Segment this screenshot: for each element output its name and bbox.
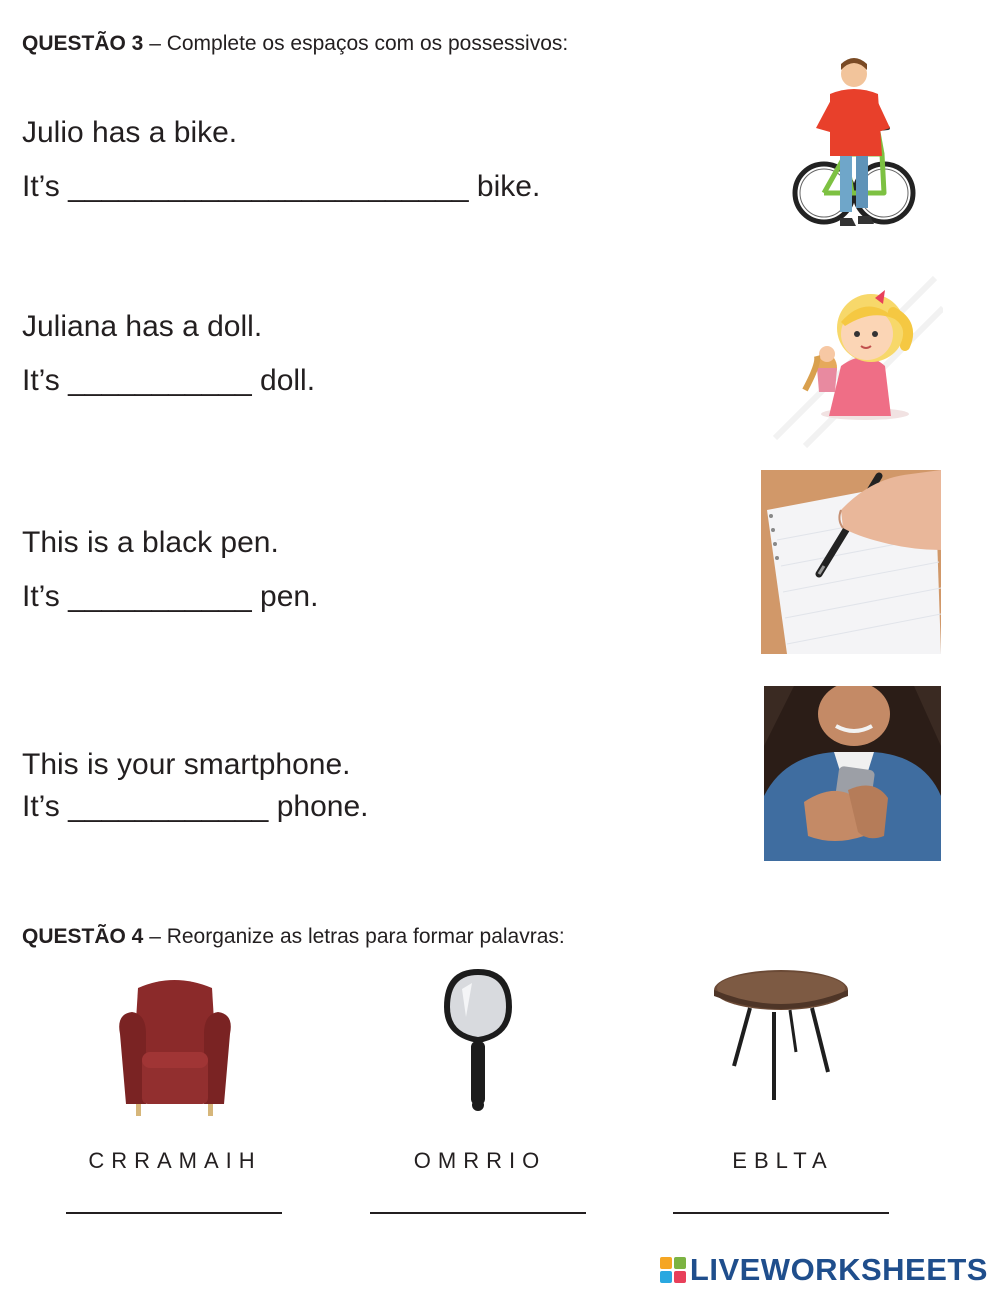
word-answer-line-2 <box>370 1212 586 1214</box>
sentence-4: This is your smartphone. <box>22 748 351 781</box>
liveworksheets-logo <box>660 1252 988 1288</box>
word-answer-input-2[interactable] <box>370 1176 590 1212</box>
boy-with-bike-picture <box>790 58 918 234</box>
blank-underline-3: ___________ <box>68 580 252 613</box>
blank-1 <box>68 170 468 204</box>
answer-suffix-4: phone. <box>276 790 369 823</box>
answer-row-3 <box>22 580 318 614</box>
woman-holding-smartphone-picture <box>764 686 941 861</box>
word-answer-line-1 <box>66 1212 282 1214</box>
answer-suffix-3: pen. <box>260 580 319 613</box>
answer-suffix-1: bike. <box>476 170 541 203</box>
liveworksheets-logo-icon <box>660 1257 686 1283</box>
question-4-label: QUESTÃO 4 <box>22 925 144 948</box>
answer-input-2[interactable] <box>72 358 246 394</box>
answer-row-2 <box>22 364 315 398</box>
round-table-picture <box>710 968 852 1104</box>
question-3-instruction: – Complete os espaços com os possessivos: <box>143 32 569 55</box>
blank-2 <box>68 364 252 398</box>
question-3-label: QUESTÃO 3 <box>22 32 144 55</box>
hand-writing-with-pen-picture <box>761 470 941 654</box>
word-answer-input-1[interactable] <box>66 1176 286 1212</box>
answer-row-4 <box>22 790 368 824</box>
blank-3 <box>68 580 252 614</box>
sentence-2: Juliana has a doll. <box>22 310 263 343</box>
blank-underline-1: ________________________ <box>68 170 469 203</box>
scrambled-word-2: OMRRIO <box>413 1148 547 1173</box>
question-4-instruction: – Reorganize as letras para formar palavras: <box>143 925 565 948</box>
answer-suffix-2: doll. <box>260 364 316 397</box>
blank-4 <box>68 790 268 824</box>
answer-prefix-2: It’s <box>22 364 60 397</box>
sentence-3: This is a black pen. <box>22 526 279 559</box>
answer-input-1[interactable] <box>72 164 456 200</box>
answer-row-1 <box>22 170 540 204</box>
question-3-heading <box>22 32 568 56</box>
blank-underline-2: ___________ <box>68 364 252 397</box>
question-4-heading <box>22 925 565 949</box>
answer-prefix-4: It’s <box>22 790 60 823</box>
liveworksheets-logo-text: LIVEWORKSHEETS <box>689 1252 988 1287</box>
answer-prefix-3: It’s <box>22 580 60 613</box>
scrambled-word-3: EBLTA <box>732 1148 834 1173</box>
girl-with-doll-picture <box>765 268 943 448</box>
word-answer-line-3 <box>673 1212 889 1214</box>
hand-mirror-picture <box>442 967 514 1115</box>
blank-underline-4: ____________ <box>68 790 269 823</box>
answer-prefix-1: It’s <box>22 170 60 203</box>
scrambled-word-1: CRRAMAIH <box>88 1148 262 1173</box>
word-answer-input-3[interactable] <box>673 1176 893 1212</box>
sentence-1: Julio has a bike. <box>22 116 238 149</box>
armchair-picture <box>116 974 234 1118</box>
answer-input-4[interactable] <box>72 784 264 820</box>
answer-input-3[interactable] <box>72 574 246 610</box>
